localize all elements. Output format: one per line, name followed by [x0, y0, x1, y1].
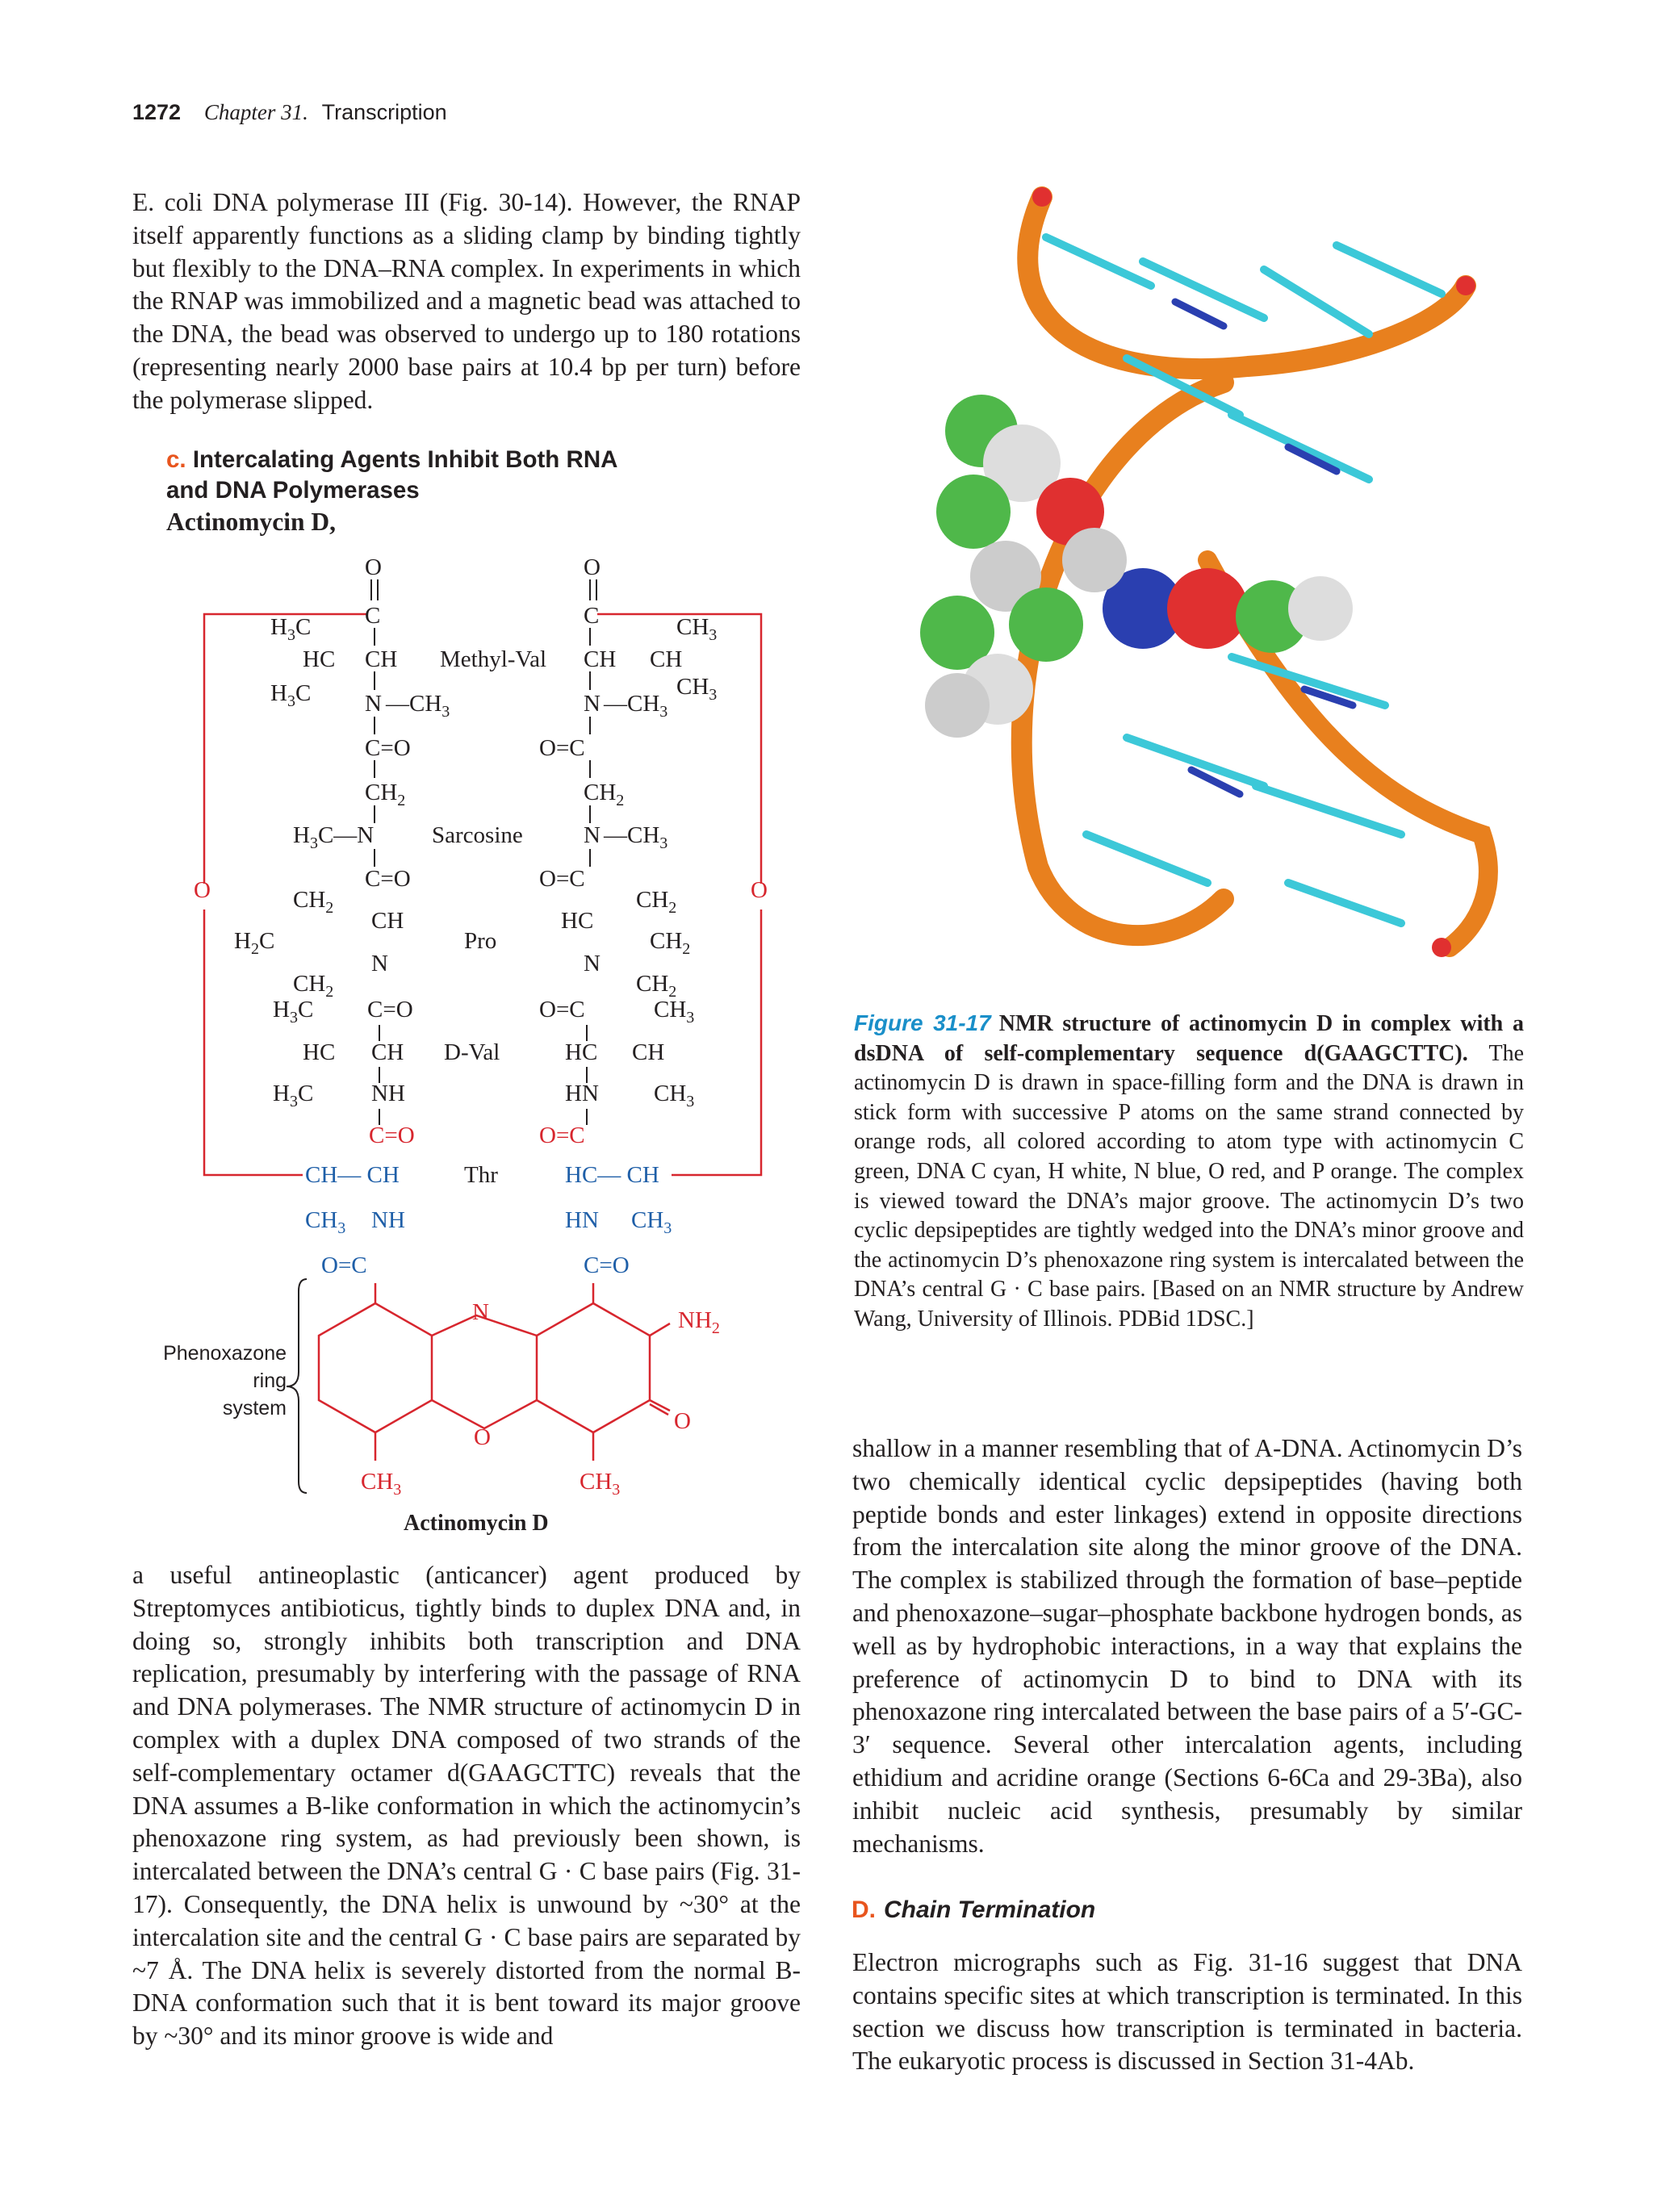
svg-text:CH3: $CH_3$ [361, 1469, 402, 1499]
chapter-number: Chapter 31. [203, 100, 308, 124]
svg-text:—CH3: $—CH_3$ [386, 691, 450, 721]
svg-text:CH2: $CH_2$ [365, 780, 406, 809]
svg-text:CH: CH [371, 908, 404, 934]
svg-text:H3C—N: $H_3C—N$ [293, 822, 375, 852]
svg-text:O: O [751, 877, 768, 903]
svg-text:O=C: O=C [539, 735, 585, 761]
page-number: 1272 [132, 100, 182, 124]
svg-text:CH2: $CH_2$ [650, 928, 691, 958]
svg-text:HC: HC [303, 1039, 336, 1065]
section-heading-c: c. Intercalating Agents Inhibit Both RNA and DNA Polymerases [166, 446, 618, 504]
svg-text:NH2: $NH_2$ [678, 1307, 720, 1337]
svg-text:—CH3: $—CH_3$ [604, 822, 668, 852]
paragraph-4: Electron micrographs such as Fig. 31-16 suggest that DNA contains specific sites at which transcription is terminated. In this section we discuss how transcription is terminated in bacteria. The eukaryotic process is discussed in Section 31-4Ab. [852, 1948, 1522, 2076]
svg-text:CH2: $CH_2$ [636, 971, 677, 1001]
label-thr: Thr [464, 1162, 498, 1188]
svg-text:C=O: C=O [584, 1252, 630, 1278]
svg-text:O: O [584, 554, 601, 580]
paragraph-3: shallow in a manner resembling that of A-DNA. Actinomycin D’s two chemically identical cyclic depsipeptides (having both peptide bonds and ester linkages) extend in opposite directions from the intercalation site along the minor groove of the DNA. The complex is stabilized through the formation of base–peptide and phenoxazone–sugar–phosphate backbone hydrogen bonds, as well as by hydrophobic interactions, in a way that explains the preference of actinomycin D to bind to DNA with its phenoxazone ring intercalated between the base pairs of a 5′-GC-3′ sequence. Several other intercalation agents, including ethidium and acridine orange (Sections 6-6Ca and 29-3Ba), also inhibit nucleic acid synthesis, presumably by similar mechanisms. [852, 1434, 1522, 1858]
svg-text:H3C: $H_3C$ [270, 680, 312, 710]
svg-text:NH: NH [371, 1081, 405, 1106]
svg-text:C: C [584, 603, 600, 629]
svg-text:CH2: $CH_2$ [293, 887, 334, 917]
svg-text:C=O: C=O [369, 1123, 415, 1148]
svg-text:H3C: $H_3C$ [273, 997, 314, 1027]
svg-text:O=C: O=C [321, 1252, 367, 1278]
svg-text:C=O: C=O [365, 735, 411, 761]
svg-text:HC: HC [561, 908, 594, 934]
svg-text:—CH3: $—CH_3$ [604, 691, 668, 721]
svg-text:O=C: O=C [539, 1123, 585, 1148]
label-sarcosine: Sarcosine [432, 822, 523, 848]
svg-text:HC: HC [565, 1039, 598, 1065]
label-d-val: D-Val [444, 1039, 500, 1065]
label-pro: Pro [464, 928, 497, 954]
figure-caption [854, 1009, 1524, 1335]
svg-text:O=C: O=C [539, 866, 585, 892]
svg-text:CH3: $CH_3$ [676, 674, 718, 704]
caption-title: NMR structure of actinomycin D in complex with a dsDNA of self-complementary sequence d(GAAGCTTC). [854, 1011, 1524, 1066]
svg-text:O: O [474, 1424, 491, 1450]
chapter-title: Transcription [321, 100, 447, 124]
svg-text:HN: HN [565, 1207, 599, 1233]
section-heading-d: D. Chain Termination [852, 1896, 1096, 1923]
svg-text:CH2: $CH_2$ [293, 971, 334, 1001]
paragraph-1: E. coli DNA polymerase III (Fig. 30-14). However, the RNAP itself apparently functions as a sliding clamp by binding tightly but flexibly to the DNA–RNA complex. In experiments in which the RNAP was immobilized and a magnetic bead was attached to the DNA, the bead was observed to undergo up to 180 rotations (representing nearly 2000 base pairs at 10.4 bp per turn) before the polymerase slipped. [132, 188, 801, 414]
structure-name: Actinomycin D [404, 1511, 549, 1536]
svg-text:CH2: $CH_2$ [584, 780, 625, 809]
svg-text:O=C: O=C [539, 997, 585, 1022]
svg-text:CH3: $CH_3$ [654, 997, 695, 1027]
svg-text:CH3: $CH_3$ [305, 1207, 346, 1237]
label-methyl-val: Methyl-Val [440, 646, 547, 672]
svg-text:CH2: $CH_2$ [636, 887, 677, 917]
caption-body: The actinomycin D is drawn in space-filling form and the DNA is drawn in stick form with successive P atoms on the same strand connected by orange rods, all colored according to atom type with actinomycin C green, DNA C cyan, H white, N blue, O red, and P orange. The complex is viewed toward the DNA’s major groove. The actinomycin D’s two cyclic depsipeptides are tightly wedged into the DNA’s minor groove and the actinomycin D’s phenoxazone ring system is intercalated between the DNA’s central G · C base pairs. [Based on an NMR structure by Andrew Wang, University of Illinois. PDBid 1DSC.] [854, 1040, 1525, 1332]
paragraph-2: a useful antineoplastic (anticancer) agent produced by Streptomyces antibioticus, tightly binds to duplex DNA and, in doing so, strongly inhibits both transcription and DNA replication, presumably by interfering with the passage of RNA and DNA polymerases. The NMR structure of actinomycin D in complex with a duplex DNA composed of two strands of the self-complementary octamer d(GAAGCTTC) reveals that the DNA assumes a B-like conformation in which the actinomycin’s phenoxazone ring system, as had previously been shown, is intercalated between the DNA’s central G · C base pairs (Fig. 31-17). Consequently, the DNA helix is unwound by ~30° at the intercalation site and the central G · C base pairs are separated by ~7 Å. The DNA helix is severely distorted from the normal B-DNA conformation such that it is bent toward its major groove by ~30° and its minor groove is wide and [132, 1561, 801, 2051]
svg-text:CH: CH [371, 1039, 404, 1065]
svg-text:CH3: $CH_3$ [654, 1081, 695, 1110]
svg-text:CH: CH [365, 646, 398, 672]
svg-text:N: N [584, 691, 601, 717]
svg-text:HC— CH: HC— CH [565, 1162, 659, 1188]
nmr-structure-figure [885, 173, 1522, 996]
svg-text:HC: HC [303, 646, 336, 672]
svg-text:H3C: $H_3C$ [273, 1081, 314, 1110]
svg-text:N: N [371, 951, 388, 976]
svg-text:CH: CH [650, 646, 683, 672]
svg-text:CH: CH [632, 1039, 665, 1065]
svg-text:H2C: $H_2C$ [234, 928, 275, 958]
svg-text:O: O [365, 554, 382, 580]
svg-text:CH3: $CH_3$ [676, 614, 718, 644]
svg-text:O: O [194, 877, 211, 903]
svg-text:NH: NH [371, 1207, 405, 1233]
svg-text:N: N [365, 691, 382, 717]
svg-text:N: N [472, 1299, 489, 1325]
svg-text:N: N [584, 822, 601, 848]
svg-text:C: C [365, 603, 381, 629]
svg-text:HN: HN [565, 1081, 599, 1106]
svg-text:CH3: $CH_3$ [631, 1207, 672, 1237]
svg-text:CH— CH: CH— CH [305, 1162, 400, 1188]
svg-text:H3C: $H_3C$ [270, 614, 312, 644]
svg-text:CH3: $CH_3$ [580, 1469, 621, 1499]
phenoxazone-label: Phenoxazone ring system [163, 1342, 287, 1420]
actinomycin-lead: Actinomycin D, [166, 508, 336, 536]
figure-label: Figure 31-17 [854, 1010, 991, 1035]
svg-text:CH: CH [584, 646, 617, 672]
svg-text:C=O: C=O [365, 866, 411, 892]
running-header [132, 100, 447, 125]
svg-text:O: O [674, 1408, 691, 1434]
svg-text:C=O: C=O [367, 997, 413, 1022]
svg-text:N: N [584, 951, 601, 976]
